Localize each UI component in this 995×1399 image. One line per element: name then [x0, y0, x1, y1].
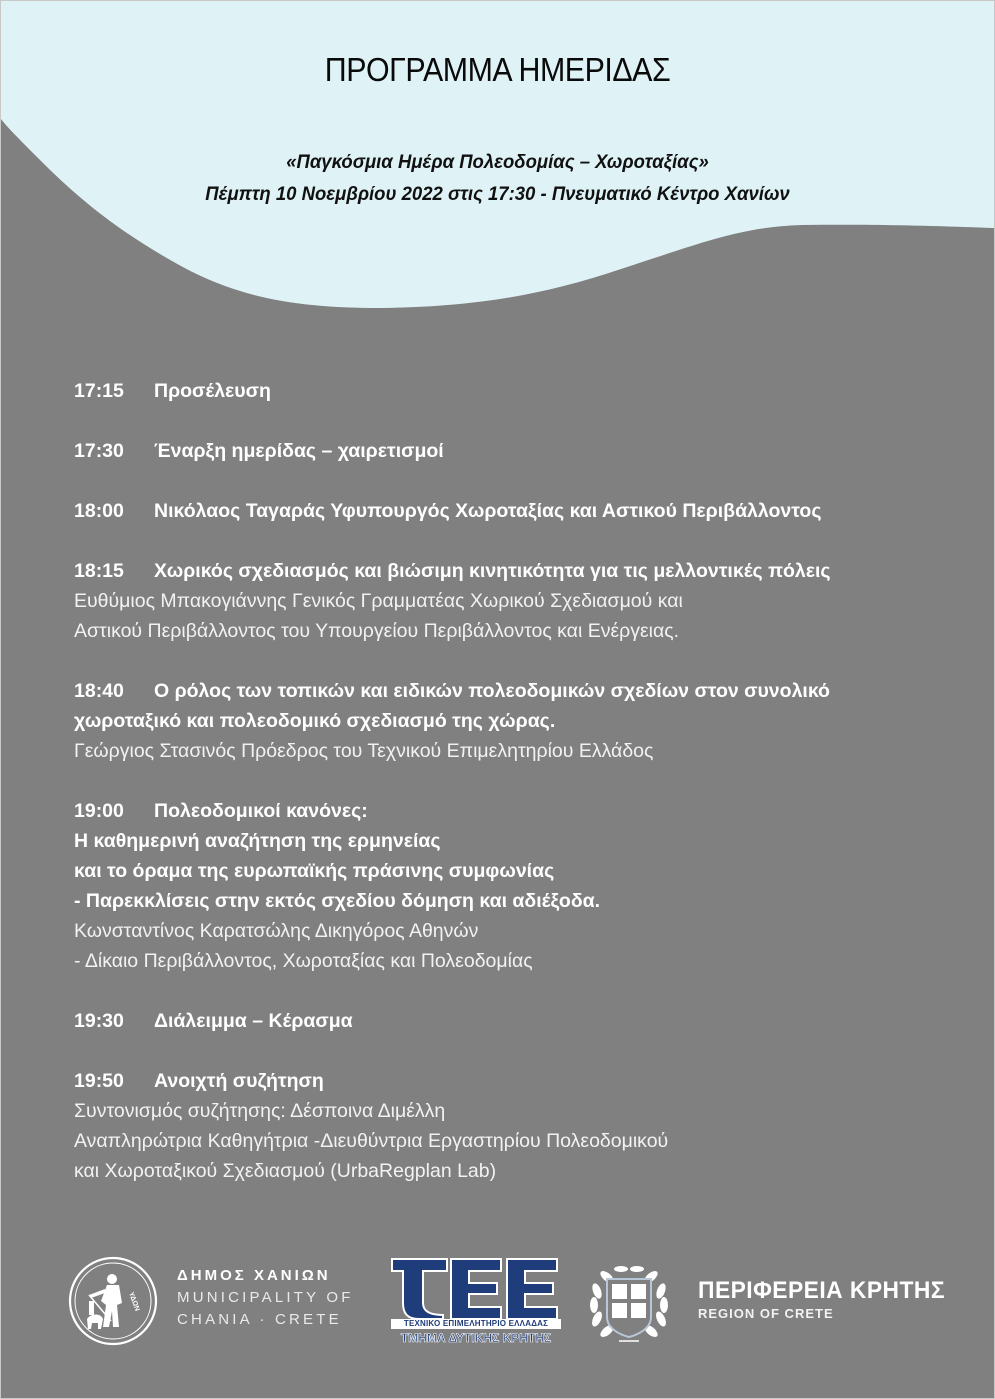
program-title-text: Νικόλαος Ταγαράς Υφυπουργός Χωροταξίας και Αστικού Περιβάλλοντος — [154, 500, 822, 522]
event-name: «Παγκόσμια Ημέρα Πολεοδομίας – Χωροταξίας» — [286, 151, 709, 173]
program-title-text: Ο ρόλος των τοπικών και ειδικών πολεοδομικών σχεδίων στον συνολικό — [154, 680, 830, 702]
program-detail-line: Αστικού Περιβάλλοντος του Υπουργείου Περιβάλλοντος και Ενέργειας. — [74, 620, 680, 642]
program-detail-line: Γεώργιος Στασινός Πρόεδρος του Τεχνικού Επιμελητηρίου Ελλάδος — [74, 740, 654, 762]
program-title-text: και το όραμα της ευρωπαϊκής πράσινης συμφωνίας — [74, 860, 555, 882]
program-title-line — [74, 856, 954, 886]
program-time: 19:30 — [74, 1010, 124, 1032]
program-title-text: Η καθημερινή αναζήτηση της ερμηνείας — [74, 830, 441, 852]
program-title-line — [74, 556, 954, 586]
program-title-line — [74, 1066, 954, 1096]
program-time: 19:50 — [74, 1070, 124, 1092]
program-detail-line: Αναπληρώτρια Καθηγήτρια -Διευθύντρια Εργαστηρίου Πολεοδομικού — [74, 1130, 669, 1152]
program-title-text: Διάλειμμα – Κέρασμα — [154, 1010, 353, 1032]
sponsor-logos — [1, 1253, 994, 1353]
program-title-line — [74, 706, 954, 736]
program-item — [74, 436, 954, 466]
program-title-line — [74, 496, 954, 526]
program-detail-line: Συντονισμός συζήτησης: Δέσποινα Διμέλλη — [74, 1100, 446, 1122]
program-title-text: - Παρεκκλίσεις στην εκτός σχεδίου δόμηση και αδιέξοδα. — [74, 890, 601, 912]
svg-text:ΤΕΕ: ΤΕΕ — [475, 1257, 477, 1258]
program-title-text: Ανοιχτή συζήτηση — [154, 1070, 324, 1092]
program-title-line — [74, 376, 954, 406]
program-item — [74, 496, 954, 526]
program-time: 17:30 — [74, 440, 124, 462]
chania-line-3: CHANIA · CRETE — [177, 1311, 342, 1328]
chania-line-2: MUNICIPALITY OF — [177, 1289, 354, 1306]
program-item — [74, 1066, 954, 1186]
chania-municipality-text — [177, 1267, 354, 1328]
region-of-crete-text — [698, 1277, 958, 1321]
program-title-line — [74, 796, 954, 826]
page-title: ΠΡΟΓΡΑΜΜΑ ΗΜΕΡΙΔΑΣ — [324, 51, 671, 88]
program-title-text: Χωρικός σχεδιασμός και βιώσιμη κινητικότητα για τις μελλοντικές πόλεις — [154, 560, 831, 582]
chania-line-1: ΔΗΜΟΣ ΧΑΝΙΩΝ — [177, 1267, 331, 1284]
program-title-text: χωροταξικό και πολεοδομικό σχεδιασμό της χώρας. — [74, 710, 556, 732]
program-title-line — [74, 1006, 954, 1036]
program-time: 18:15 — [74, 560, 124, 582]
program-time: 17:15 — [74, 380, 124, 402]
program-item — [74, 556, 954, 646]
chania-seal-logo — [67, 1255, 159, 1347]
program-time: 18:00 — [74, 500, 124, 522]
crete-line-1: ΠΕΡΙΦΕΡΕΙΑ ΚΡΗΤΗΣ — [698, 1277, 945, 1304]
program-title-text: Προσέλευση — [154, 380, 271, 402]
program-title-text: Έναρξη ημερίδας – χαιρετισμοί — [154, 440, 444, 462]
event-details: Πέμπτη 10 Νοεμβρίου 2022 στις 17:30 - Πνευματικό Κέντρο Χανίων — [205, 183, 790, 205]
program-list — [74, 376, 954, 1216]
program-item — [74, 676, 954, 766]
program-time: 18:40 — [74, 680, 124, 702]
program-title-line — [74, 886, 954, 916]
crete-line-2: REGION OF CRETE — [698, 1306, 834, 1321]
program-detail-line: Κωνσταντίνος Καρατσώλης Δικηγόρος Αθηνών — [74, 920, 479, 942]
program-title-line — [74, 826, 954, 856]
program-title-line — [74, 676, 954, 706]
program-item — [74, 796, 954, 976]
program-detail-line: και Χωροταξικού Σχεδιασμού (UrbaRegplan Lab) — [74, 1160, 497, 1182]
svg-text:ΥΔΩΝ: ΥΔΩΝ — [127, 1291, 141, 1313]
program-detail-line: - Δίκαιο Περιβάλλοντος, Χωροταξίας και Πολεοδομίας — [74, 950, 533, 972]
greek-emblem-logo — [587, 1261, 671, 1345]
program-title-text: Πολεοδομικοί κανόνες: — [154, 800, 368, 822]
tee-line-1: ΤΕΧΝΙΚΟ ΕΠΙΜΕΛΗΤΗΡΙΟ ΕΛΛΑΔΑΣ — [391, 1319, 561, 1329]
program-title-line — [74, 436, 954, 466]
program-item — [74, 376, 954, 406]
tee-line-2: ΤΜΗΜΑ ΔΥΤΙΚΗΣ ΚΡΗΤΗΣ — [400, 1331, 552, 1345]
program-detail-line: Ευθύμιος Μπακογιάννης Γενικός Γραμματέας Χωρικού Σχεδιασμού και — [74, 590, 683, 612]
program-item — [74, 1006, 954, 1036]
program-time: 19:00 — [74, 800, 124, 822]
